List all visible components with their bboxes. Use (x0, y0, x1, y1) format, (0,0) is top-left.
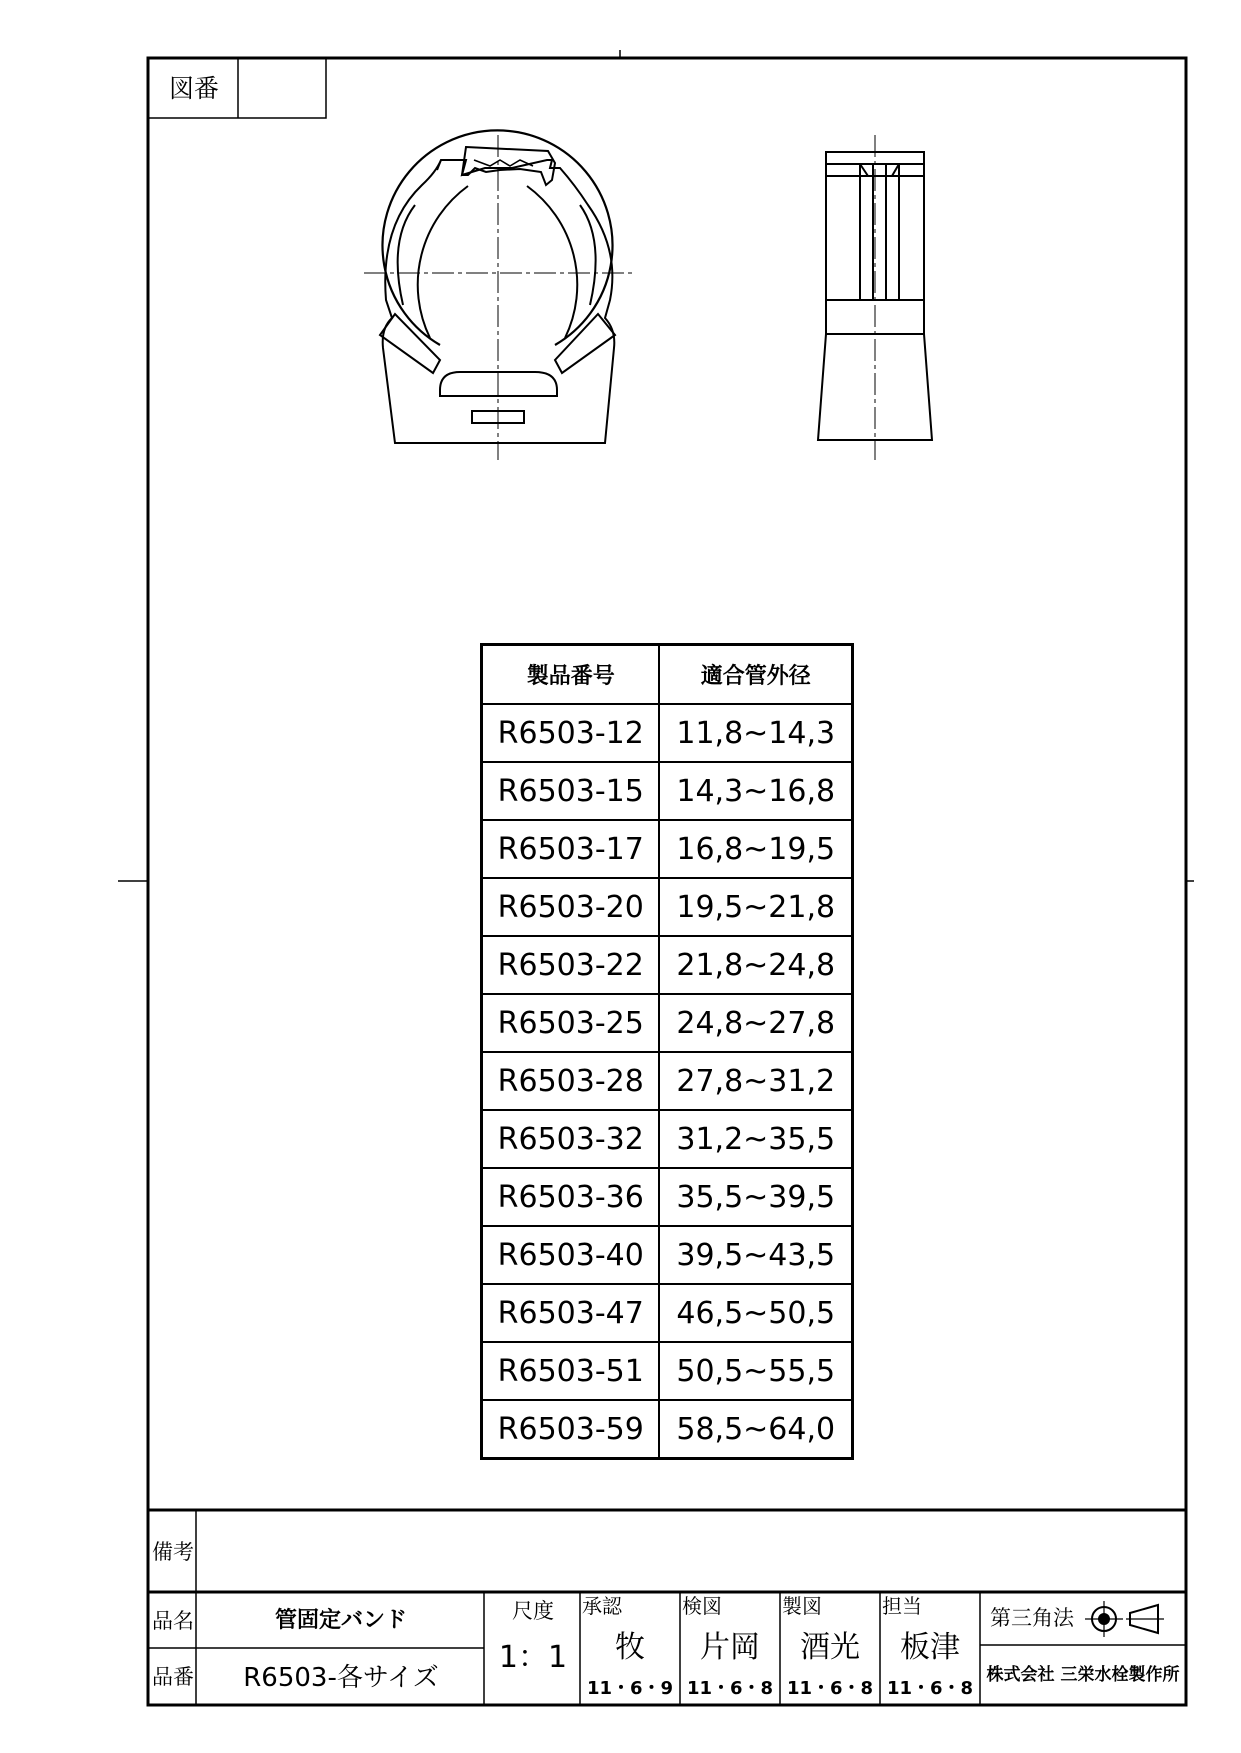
product-number-cell: R6503-51 (482, 1342, 660, 1400)
scale-value: 1：1 (498, 1640, 568, 1675)
check-name: 片岡 (700, 1630, 760, 1665)
hinban-value: R6503-各サイズ (243, 1662, 439, 1693)
zuban-label: 図番 (168, 73, 219, 103)
draft-date: 11・6・8 (786, 1678, 874, 1699)
biko-value (200, 1512, 1180, 1592)
pipe-od-cell: 31,2~35,5 (659, 1110, 852, 1168)
hinmei-value: 管固定バンド (274, 1608, 407, 1633)
company-name: 株式会社 三栄水栓製作所 (986, 1665, 1180, 1685)
pipe-od-cell: 58,5~64,0 (659, 1400, 852, 1459)
table-row (482, 878, 853, 936)
pipe-od-cell: 35,5~39,5 (659, 1168, 852, 1226)
pipe-od-cell: 27,8~31,2 (659, 1052, 852, 1110)
product-number-cell: R6503-40 (482, 1226, 660, 1284)
table-row (482, 762, 853, 820)
pipe-od-cell: 14,3~16,8 (659, 762, 852, 820)
pipe-od-cell: 50,5~55,5 (659, 1342, 852, 1400)
product-number-cell: R6503-22 (482, 936, 660, 994)
product-number-cell: R6503-32 (482, 1110, 660, 1168)
pipe-od-cell: 24,8~27,8 (659, 994, 852, 1052)
table-row (482, 994, 853, 1052)
pipe-od-cell: 39,5~43,5 (659, 1226, 852, 1284)
pipe-od-cell: 16,8~19,5 (659, 820, 852, 878)
table-row (482, 820, 853, 878)
table-row (482, 1110, 853, 1168)
table-row (482, 1168, 853, 1226)
product-number-cell: R6503-47 (482, 1284, 660, 1342)
charge-role: 担当 (882, 1594, 922, 1618)
table-row (482, 1284, 853, 1342)
table-row (482, 1226, 853, 1284)
table-row (482, 936, 853, 994)
third-angle-projection-icon (1085, 1601, 1164, 1637)
check-date: 11・6・8 (686, 1678, 774, 1699)
product-number-cell: R6503-36 (482, 1168, 660, 1226)
product-number-cell: R6503-15 (482, 762, 660, 820)
approval-role: 承認 (582, 1594, 622, 1618)
draft-role: 製図 (782, 1594, 822, 1618)
approval-date: 11・6・9 (586, 1678, 674, 1699)
pipe-od-cell: 19,5~21,8 (659, 878, 852, 936)
header-pipe-od: 適合管外径 (659, 645, 852, 705)
product-number-cell: R6503-28 (482, 1052, 660, 1110)
pipe-od-cell: 46,5~50,5 (659, 1284, 852, 1342)
table-header-row (482, 645, 853, 705)
zuban-value (240, 62, 324, 114)
pipe-od-cell: 11,8~14,3 (659, 704, 852, 762)
scale-label: 尺度 (512, 1598, 554, 1623)
approval-name: 牧 (615, 1630, 645, 1665)
biko-label: 備考 (152, 1539, 194, 1564)
charge-date: 11・6・8 (886, 1678, 974, 1699)
header-product-number: 製品番号 (482, 645, 660, 705)
product-number-cell: R6503-17 (482, 820, 660, 878)
pipe-od-cell: 21,8~24,8 (659, 936, 852, 994)
charge-name: 板津 (900, 1630, 960, 1665)
projection-label: 第三角法 (990, 1606, 1074, 1630)
table-row (482, 1052, 853, 1110)
check-role: 検図 (682, 1594, 722, 1618)
table-row (482, 704, 853, 762)
table-row (482, 1400, 853, 1459)
hinmei-label: 品名 (152, 1608, 194, 1633)
product-number-cell: R6503-25 (482, 994, 660, 1052)
product-number-cell: R6503-12 (482, 704, 660, 762)
product-size-table (480, 643, 854, 1460)
hinban-label: 品番 (152, 1665, 194, 1689)
draft-name: 酒光 (800, 1630, 860, 1665)
product-number-cell: R6503-59 (482, 1400, 660, 1459)
table-row (482, 1342, 853, 1400)
product-number-cell: R6503-20 (482, 878, 660, 936)
